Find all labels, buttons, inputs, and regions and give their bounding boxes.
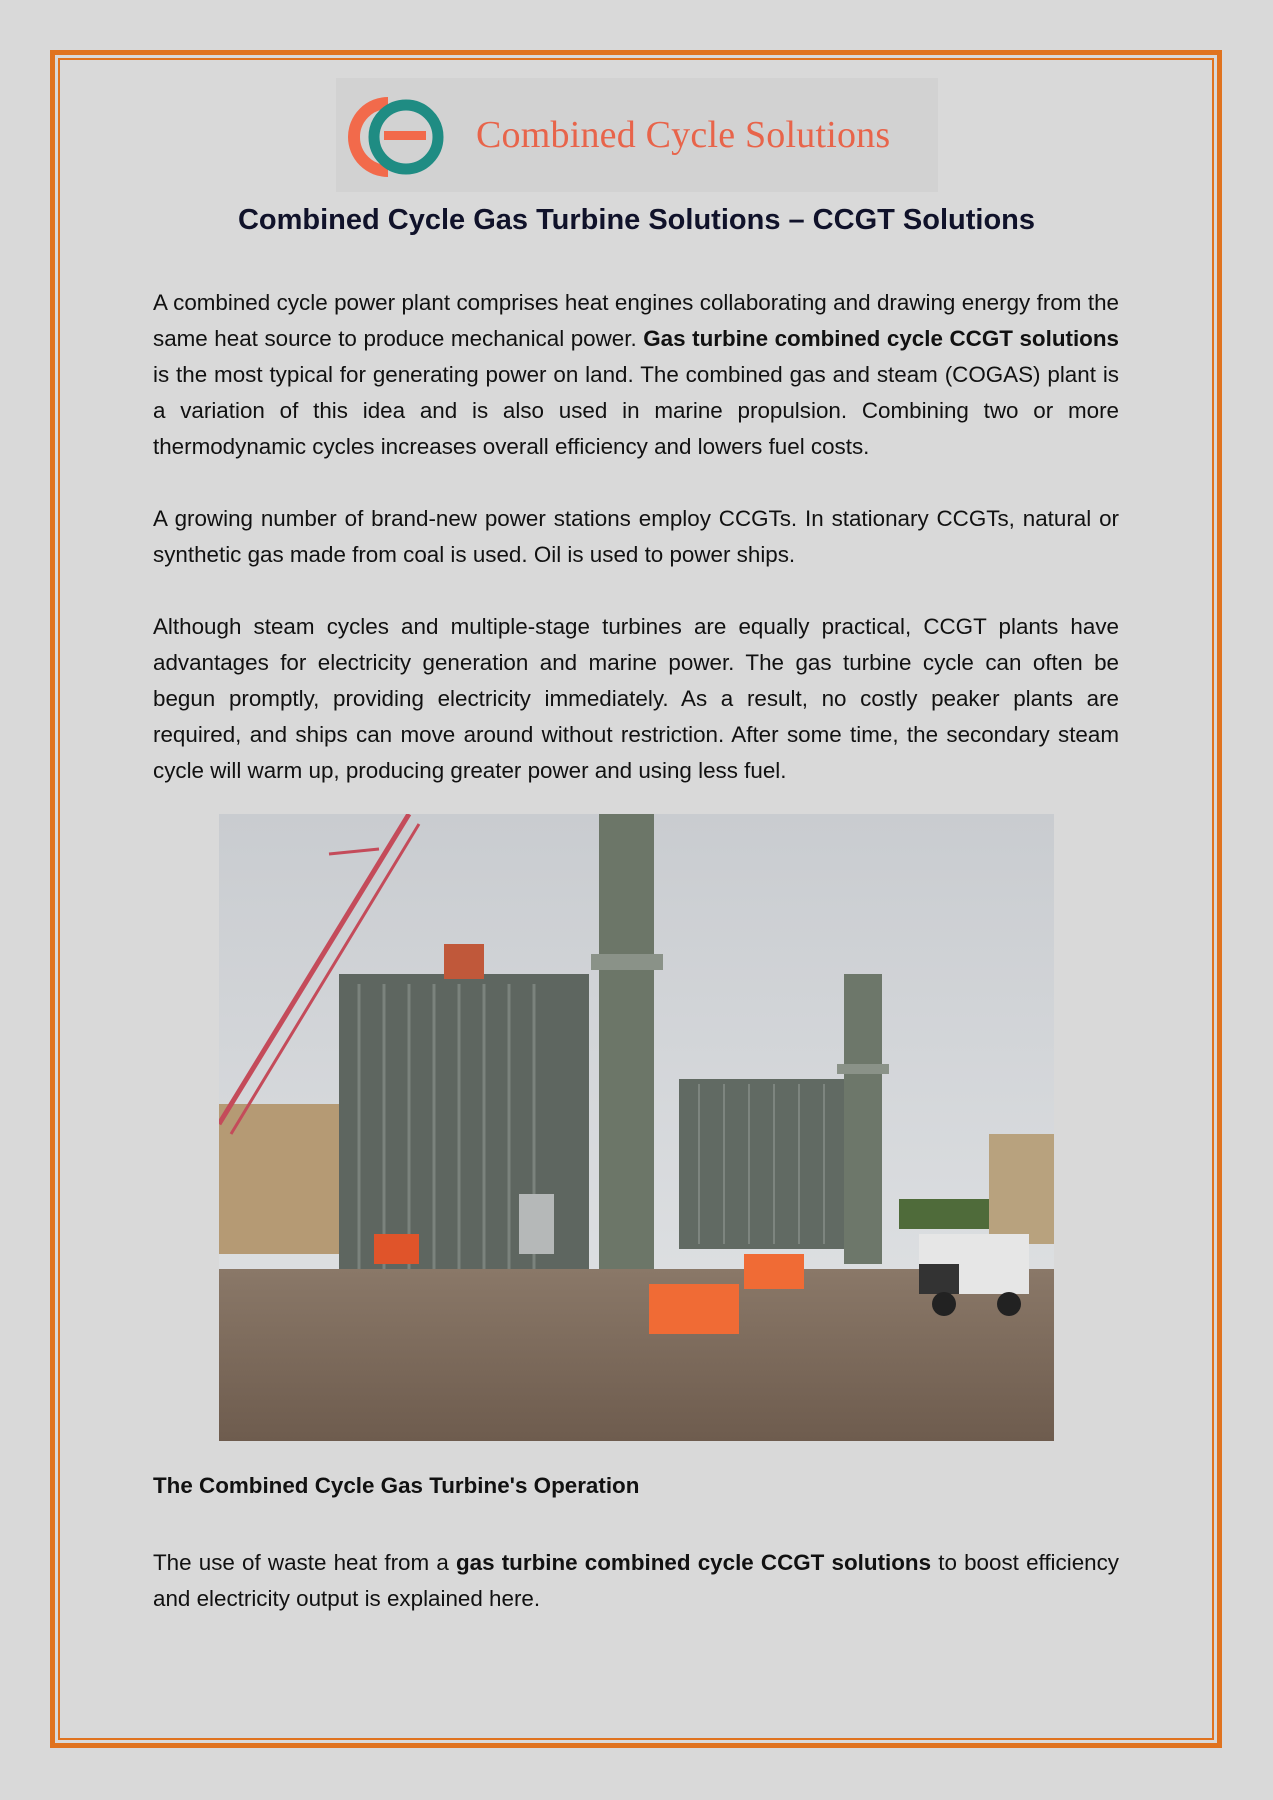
section-heading: The Combined Cycle Gas Turbine's Operation [153, 1473, 640, 1498]
intro-paragraph [153, 285, 1119, 465]
intro-text-b: is the most typical for generating power on land. The combined gas and steam (COGAS) plant is a variation of this idea and is also used in marine propulsion. Combining two or more thermodynamic cycles increases overall efficiency and lowers fuel costs. [153, 362, 1119, 459]
logo-mark-icon [344, 85, 454, 185]
advantages-paragraph: Although steam cycles and multiple-stage turbines are equally practical, CCGT plants have advantages for electricity generation and marine power. The gas turbine cycle can often be begun promptly, providing electricity immediately. As a result, no costly peaker plants are required, and ships can move around without restriction. After some time, the secondary steam cycle will warm up, producing greater power and using less fuel. [153, 614, 1119, 783]
operation-text-b: to boost efficiency and electricity output is explained here. [153, 1550, 1119, 1611]
intro-bold-link: Gas turbine combined cycle CCGT solutions [643, 326, 1119, 351]
ccgt-usage-paragraph: A growing number of brand-new power stations employ CCGTs. In stationary CCGTs, natural or synthetic gas made from coal is used. Oil is used to power ships. [153, 506, 1119, 567]
page-title: Combined Cycle Gas Turbine Solutions – CCGT Solutions [237, 204, 1036, 236]
power-plant-photo [219, 814, 1054, 1441]
operation-paragraph [153, 1545, 1119, 1617]
operation-text-a: The use of waste heat from a [153, 1550, 456, 1575]
logo-text: Combined Cycle Solutions [476, 114, 891, 156]
operation-bold-link: gas turbine combined cycle CCGT solutions [455, 1550, 932, 1575]
company-logo [336, 78, 938, 192]
intro-text-a: A combined cycle power plant comprises heat engines collaborating and drawing energy from the same heat source to produce mechanical power. [153, 290, 1119, 351]
